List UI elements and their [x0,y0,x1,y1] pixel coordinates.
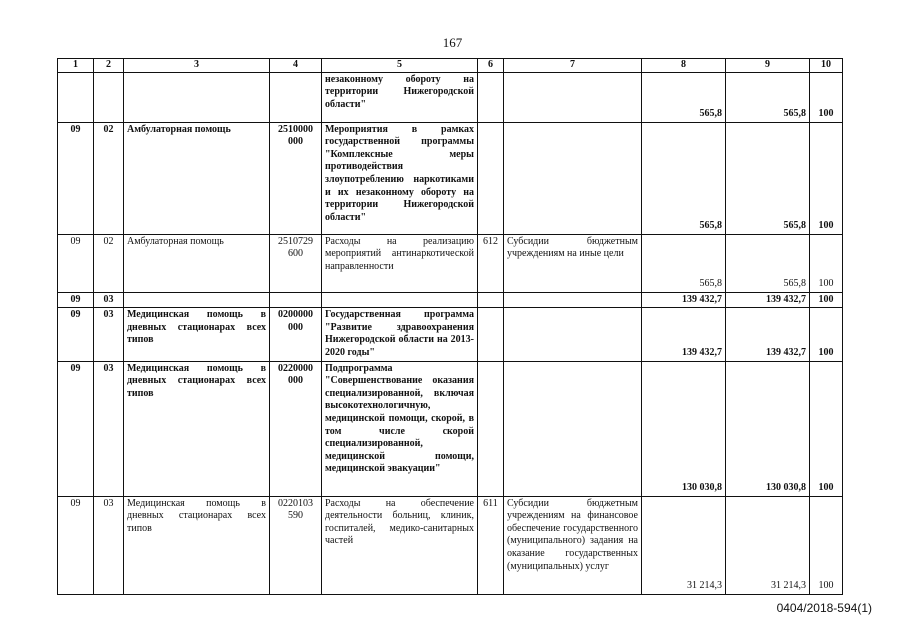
cell-section: 09 [58,308,94,361]
cell-planned-amount: 130 030,8 [642,361,726,496]
cell-actual-amount: 565,8 [726,234,810,292]
cell-percent: 100 [810,292,843,308]
cell-target-name: Мероприятия в рамках государственной программы "Комплексные меры противодействия злоупотреблению наркотиками и их незаконному обороту на территории Нижегородской области" [322,122,478,234]
cell-actual-amount: 565,8 [726,122,810,234]
cell-section: 09 [58,292,94,308]
cell-subsection-name: Медицинская помощь в дневных стационарах всех типов [124,361,270,496]
cell-subsection-name [124,72,270,122]
column-header: 9 [726,59,810,73]
column-header: 2 [94,59,124,73]
column-header: 5 [322,59,478,73]
cell-expense-name [504,361,642,496]
cell-subsection [94,72,124,122]
cell-target-name [322,292,478,308]
cell-planned-amount: 565,8 [642,72,726,122]
column-header: 8 [642,59,726,73]
cell-actual-amount: 139 432,7 [726,292,810,308]
cell-expense-name [504,72,642,122]
cell-subsection-name: Медицинская помощь в дневных стационарах всех типов [124,308,270,361]
cell-section: 09 [58,234,94,292]
cell-planned-amount: 31 214,3 [642,496,726,594]
cell-section: 09 [58,496,94,594]
cell-percent: 100 [810,361,843,496]
cell-percent: 100 [810,308,843,361]
cell-percent: 100 [810,496,843,594]
column-header: 7 [504,59,642,73]
cell-target-code [270,72,322,122]
cell-subsection-name: Амбулаторная помощь [124,234,270,292]
cell-expense-name [504,292,642,308]
column-header: 6 [478,59,504,73]
cell-percent: 100 [810,72,843,122]
column-header: 4 [270,59,322,73]
cell-percent: 100 [810,234,843,292]
budget-table [57,58,843,595]
cell-expense-type [478,72,504,122]
cell-target-name: Расходы на обеспечение деятельности больниц, клиник, госпиталей, медико-санитарных частей [322,496,478,594]
table-body [58,72,843,594]
cell-subsection: 03 [94,361,124,496]
column-header: 3 [124,59,270,73]
cell-planned-amount: 139 432,7 [642,308,726,361]
cell-subsection: 02 [94,234,124,292]
cell-subsection-name: Медицинская помощь в дневных стационарах всех типов [124,496,270,594]
cell-target-code: 0220103 590 [270,496,322,594]
cell-subsection: 03 [94,496,124,594]
cell-expense-type [478,308,504,361]
cell-subsection-name: Амбулаторная помощь [124,122,270,234]
table-row [58,234,843,292]
cell-target-name: незаконному обороту на территории Нижегородской области" [322,72,478,122]
header-row [58,59,843,73]
table-row [58,292,843,308]
cell-subsection-name [124,292,270,308]
document-code: 0404/2018-594(1) [776,601,872,615]
table-row [58,122,843,234]
page-number: 167 [442,35,463,50]
cell-percent: 100 [810,122,843,234]
cell-expense-type [478,292,504,308]
cell-expense-type: 611 [478,496,504,594]
cell-target-code: 2510729 600 [270,234,322,292]
table-row [58,496,843,594]
cell-subsection: 02 [94,122,124,234]
cell-expense-name [504,308,642,361]
table-row [58,308,843,361]
cell-planned-amount: 139 432,7 [642,292,726,308]
table-row [58,361,843,496]
cell-expense-type [478,361,504,496]
cell-target-code: 0220000 000 [270,361,322,496]
cell-actual-amount: 565,8 [726,72,810,122]
cell-planned-amount: 565,8 [642,122,726,234]
column-header: 1 [58,59,94,73]
cell-target-code [270,292,322,308]
table-row [58,72,843,122]
cell-expense-type [478,122,504,234]
cell-target-code: 0200000 000 [270,308,322,361]
cell-planned-amount: 565,8 [642,234,726,292]
cell-expense-type: 612 [478,234,504,292]
cell-target-name: Государственная программа "Развитие здравоохранения Нижегородской области на 2013-2020 годы" [322,308,478,361]
cell-section [58,72,94,122]
cell-expense-name [504,122,642,234]
cell-expense-name: Субсидии бюджетным учреждениям на финансовое обеспечение государственного (муниципального) задания на оказание государственных (муниципальных) услуг [504,496,642,594]
cell-section: 09 [58,361,94,496]
cell-target-name: Расходы на реализацию мероприятий антинаркотической направленности [322,234,478,292]
cell-actual-amount: 31 214,3 [726,496,810,594]
cell-subsection: 03 [94,292,124,308]
cell-section: 09 [58,122,94,234]
cell-target-name: Подпрограмма "Совершенствование оказания специализированной, включая высокотехнологичную, медицинской помощи, скорой, в том числе скорой специализированной, медицинской помощи, медицинской эвакуации" [322,361,478,496]
cell-target-code: 2510000 000 [270,122,322,234]
cell-subsection: 03 [94,308,124,361]
cell-actual-amount: 139 432,7 [726,308,810,361]
column-header: 10 [810,59,843,73]
cell-expense-name: Субсидии бюджетным учреждениям на иные цели [504,234,642,292]
cell-actual-amount: 130 030,8 [726,361,810,496]
